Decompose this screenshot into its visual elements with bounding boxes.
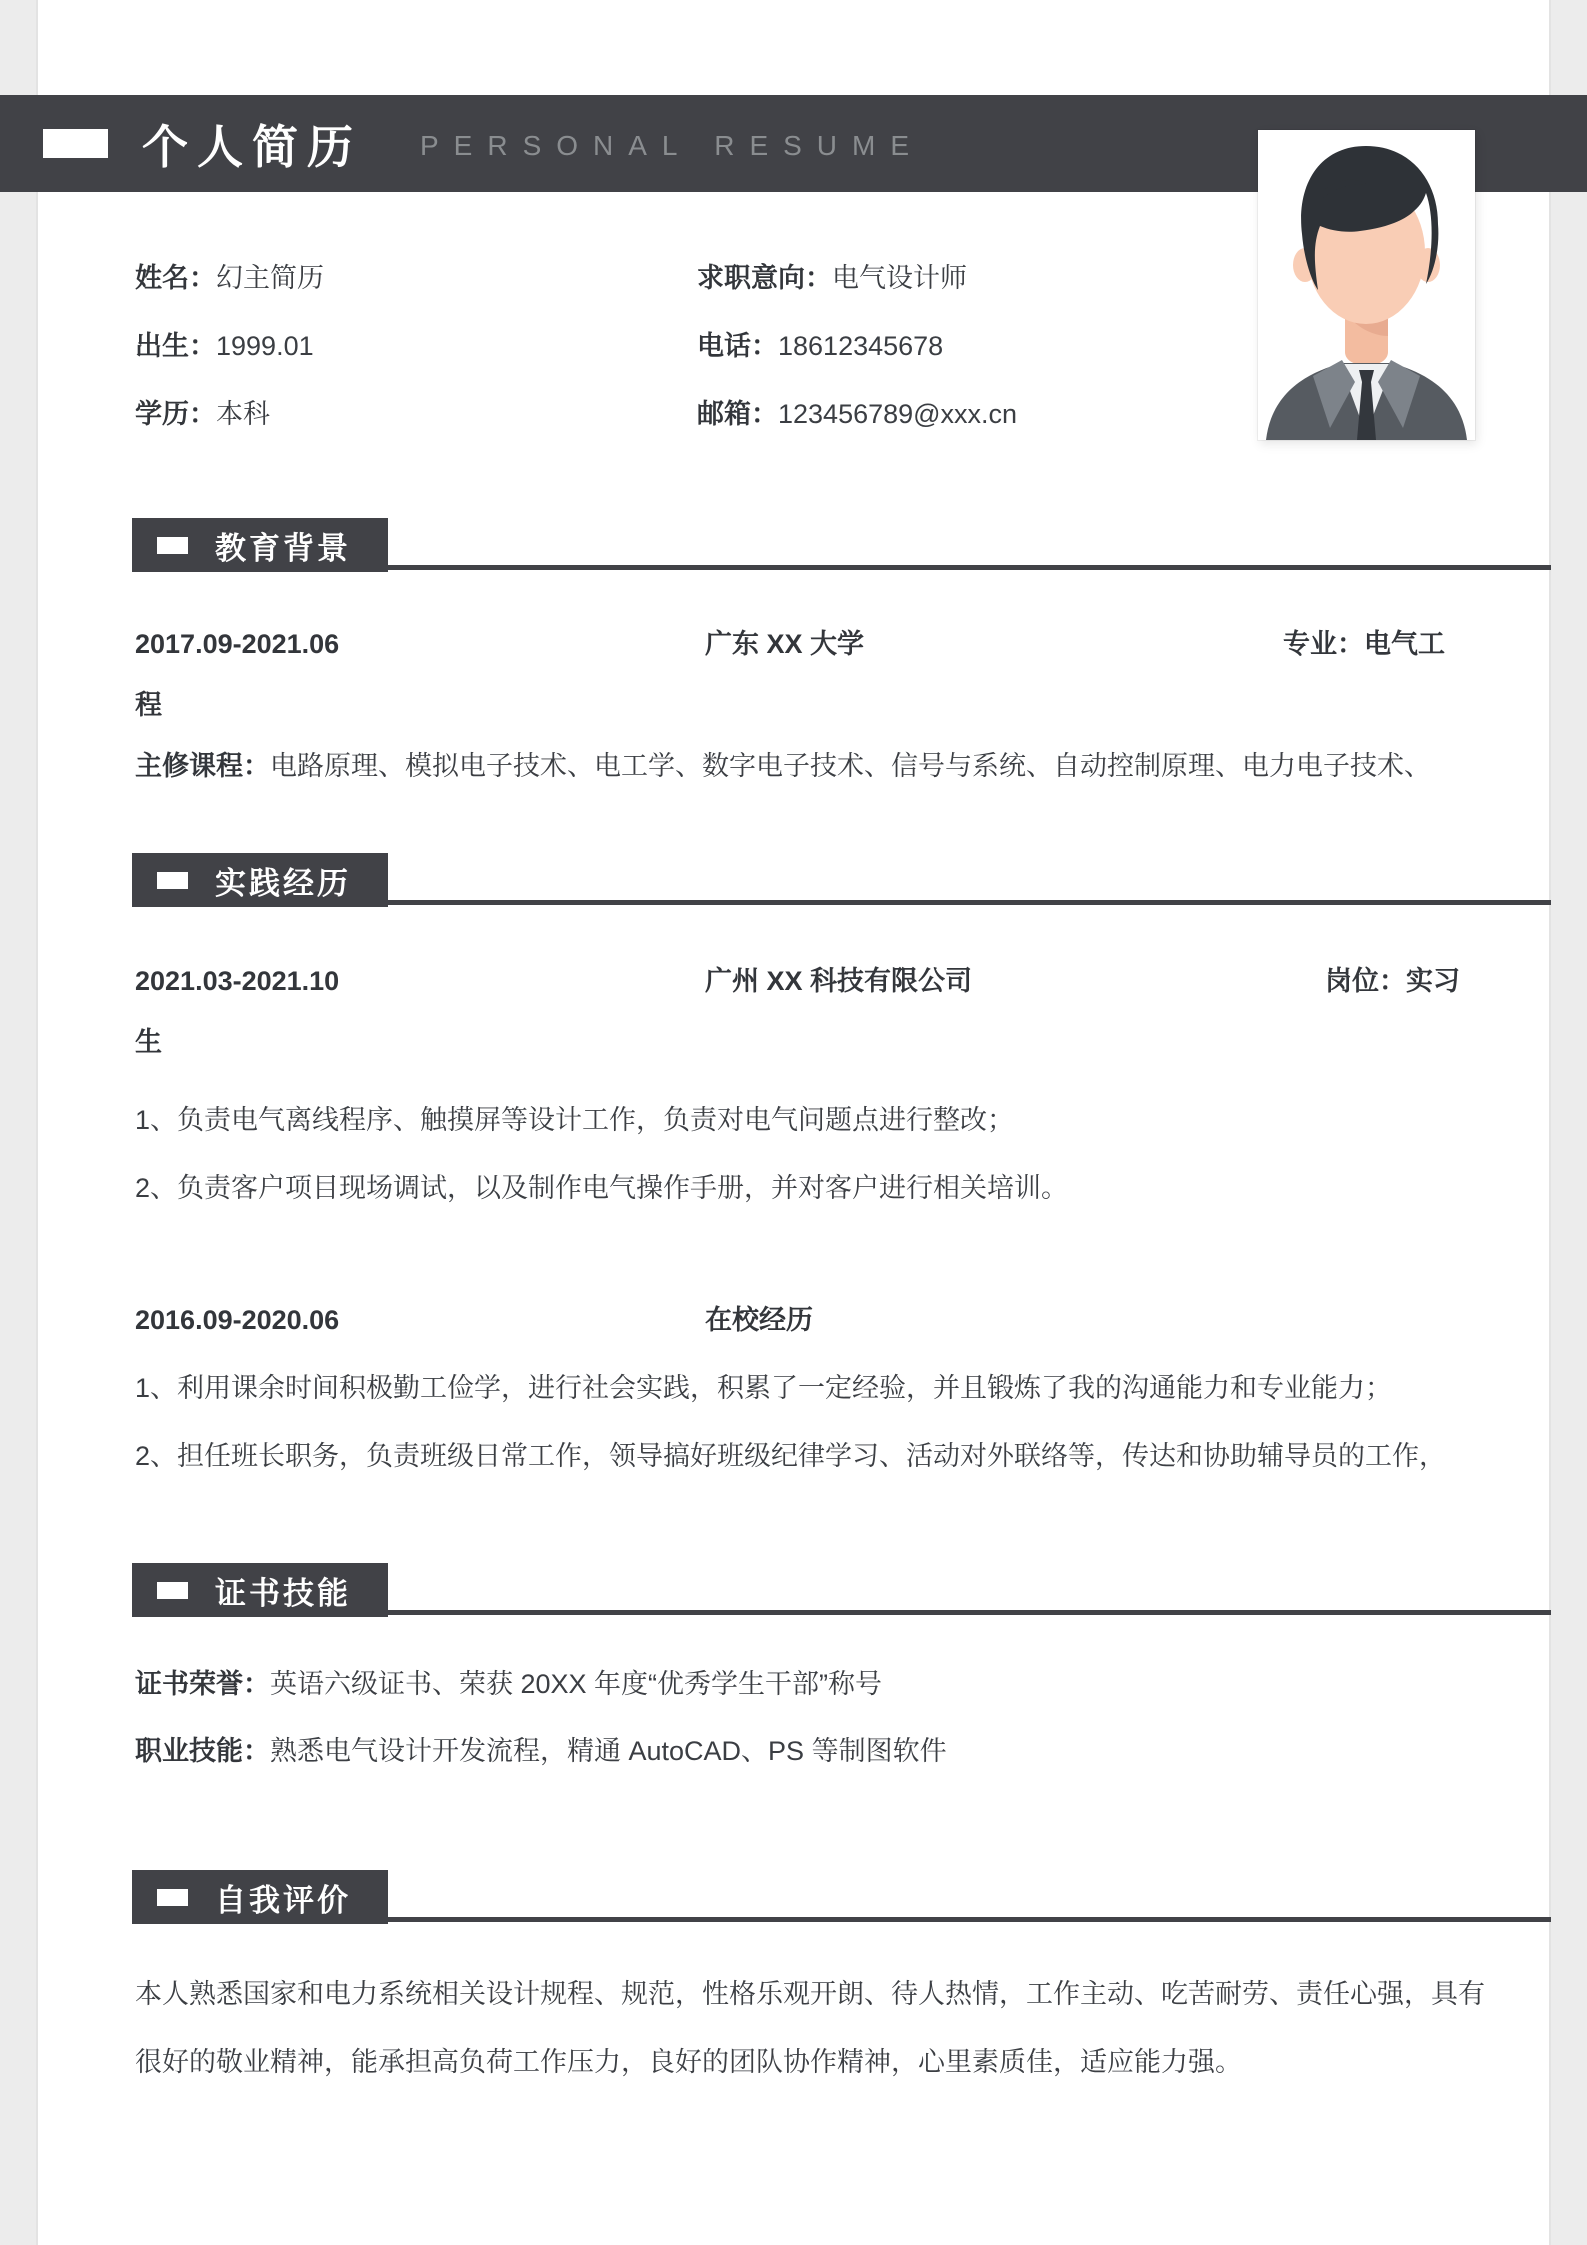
- education-row: [135, 614, 1465, 736]
- field-label: 邮箱：: [697, 399, 778, 429]
- education-period: 2017.09-2021.06: [135, 629, 340, 659]
- education-courses: [135, 736, 1475, 797]
- field-label: 出生：: [135, 331, 216, 361]
- field-value: 18612345678: [778, 331, 944, 361]
- field-label: 学历：: [135, 399, 216, 429]
- section-header: [135, 853, 1465, 907]
- practice-job-row: [135, 951, 1465, 1073]
- section-title: 实践经历: [215, 865, 351, 901]
- field-value: 幻主简历: [216, 263, 324, 293]
- badge-bullet-rect: [157, 872, 188, 889]
- skills-text: 熟悉电气设计开发流程，精通 AutoCAD、PS 等制图软件: [270, 1736, 947, 1766]
- section-header: [135, 518, 1465, 572]
- field-value: 1999.01: [216, 331, 314, 361]
- male-avatar-illustration: [1258, 130, 1475, 440]
- profile-field-name: [135, 263, 697, 331]
- field-label: 电话：: [697, 331, 778, 361]
- job-role: 岗位：实习生: [135, 966, 1460, 1057]
- section-education: [135, 518, 1465, 797]
- job-period: 2021.03-2021.10: [135, 966, 340, 996]
- section-certificates: [135, 1563, 1465, 1782]
- section-header: [135, 1870, 1465, 1924]
- avatar: [1258, 130, 1475, 440]
- section-badge: [132, 1563, 388, 1617]
- certificate-label: 证书荣誉：: [135, 1669, 270, 1699]
- page-right-margin: [1549, 0, 1587, 2245]
- section-badge: [132, 518, 388, 572]
- section-evaluation: [135, 1870, 1485, 2096]
- evaluation-text: 本人熟悉国家和电力系统相关设计规程、规范，性格乐观开朗、待人热情，工作主动、吃苦耐劳、责任心强，具有很好的敬业精神，能承担高负荷工作压力，良好的团队协作精神，心里素质佳，适应能力强。: [135, 1979, 1485, 2077]
- certificate-honors-line: [135, 1654, 1530, 1715]
- education-major: 专业：电气工程: [135, 629, 1445, 720]
- field-label: 姓名：: [135, 263, 216, 293]
- badge-bullet-rect: [157, 537, 188, 554]
- field-value: 电气设计师: [832, 263, 967, 293]
- field-value: 本科: [216, 399, 270, 429]
- header-bullet-rect: [43, 129, 108, 158]
- field-label: 求职意向：: [697, 263, 832, 293]
- section-practice: [135, 853, 1465, 1487]
- page-left-margin: [0, 0, 38, 2245]
- job-bullet: 2、负责客户项目现场调试，以及制作电气操作手册，并对客户进行相关培训。: [135, 1173, 1069, 1203]
- courses-label: 主修课程：: [135, 751, 270, 781]
- professional-skills-line: [135, 1721, 1530, 1782]
- section-badge: [132, 1870, 388, 1924]
- job-organization: 在校经历: [705, 1305, 813, 1335]
- education-school: 广东 XX 大学: [705, 629, 865, 659]
- certificate-text: 英语六级证书、荣获 20XX 年度“优秀学生干部”称号: [270, 1669, 883, 1699]
- practice-job-row: [135, 1290, 1465, 1351]
- job-period: 2016.09-2020.06: [135, 1305, 340, 1335]
- section-title: 证书技能: [215, 1575, 351, 1611]
- profile-field-degree: [135, 399, 697, 467]
- badge-bullet-rect: [157, 1582, 188, 1599]
- badge-bullet-rect: [157, 1889, 188, 1906]
- section-header: [135, 1563, 1465, 1617]
- profile-field-birth: [135, 331, 697, 399]
- job-bullet: 1、负责电气离线程序、触摸屏等设计工作，负责对电气问题点进行整改；: [135, 1105, 1015, 1135]
- skills-label: 职业技能：: [135, 1736, 270, 1766]
- job-organization: 广州 XX 科技有限公司: [705, 966, 973, 996]
- page-subtitle: PERSONAL RESUME: [420, 129, 925, 161]
- section-title: 教育背景: [215, 530, 351, 566]
- section-title: 自我评价: [215, 1882, 351, 1918]
- courses-text: 电路原理、模拟电子技术、电工学、数字电子技术、信号与系统、自动控制原理、电力电子技术、: [270, 751, 1431, 781]
- page-title: 个人简历: [142, 120, 362, 173]
- section-badge: [132, 853, 388, 907]
- job-bullet: 2、担任班长职务，负责班级日常工作，领导搞好班级纪律学习、活动对外联络等，传达和协助辅导员的工作，: [135, 1441, 1447, 1471]
- job-bullet: 1、利用课余时间积极勤工俭学，进行社会实践，积累了一定经验，并且锻炼了我的沟通能力和专业能力；: [135, 1373, 1393, 1403]
- field-value: 123456789@xxx.cn: [778, 399, 1018, 429]
